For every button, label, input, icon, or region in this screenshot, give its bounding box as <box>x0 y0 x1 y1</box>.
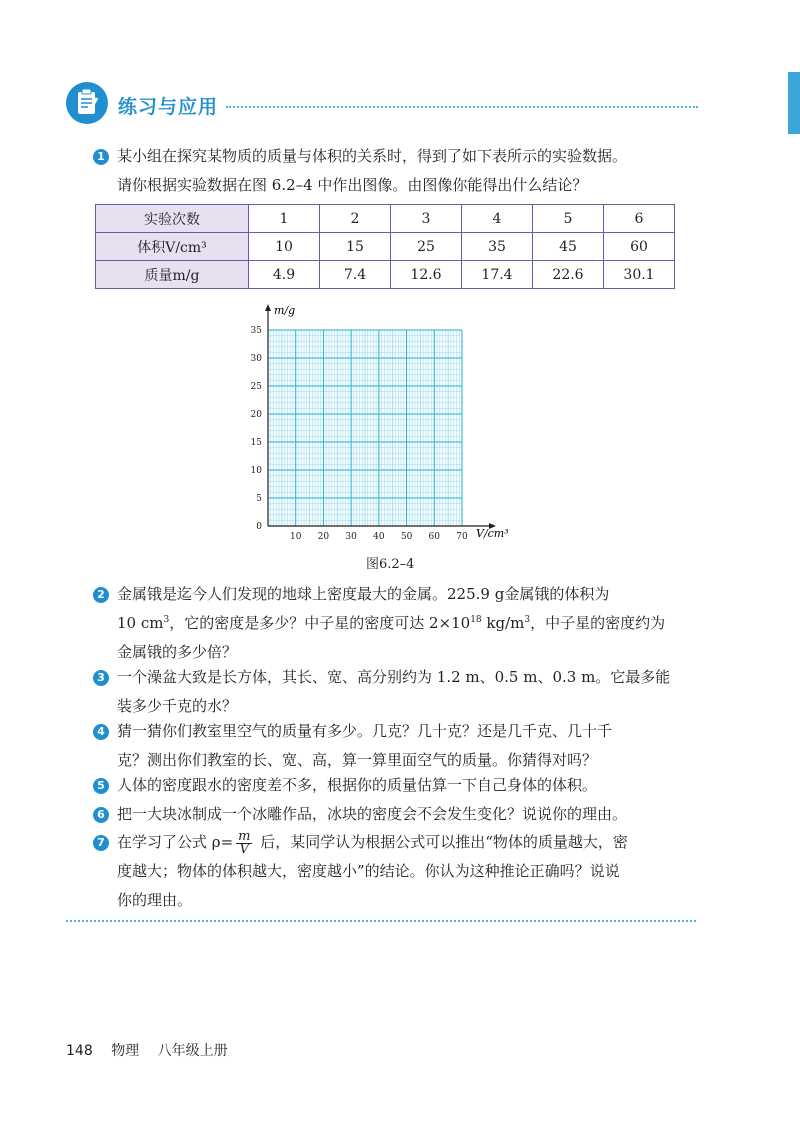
y-axis-arrow <box>265 304 271 311</box>
table-cell: 22.6 <box>533 261 604 289</box>
table-cell: 12.6 <box>391 261 462 289</box>
table-cell: 45 <box>533 233 604 261</box>
question-1 <box>93 142 693 200</box>
edge-tab <box>788 72 800 134</box>
grid-fine <box>268 330 462 526</box>
question-text: 某小组在探究某物质的质量与体积的关系时，得到了如下表所示的实验数据。 <box>117 147 628 165</box>
x-axis-label: V/cm³ <box>476 527 509 540</box>
data-table <box>95 204 675 289</box>
table-cell: 5 <box>533 205 604 233</box>
x-tick-label: 20 <box>317 532 330 542</box>
question-number: 1 <box>93 149 109 165</box>
clipboard-pencil-icon <box>66 82 108 124</box>
y-tick-label: 10 <box>250 466 262 476</box>
figure-caption: 图6.2–4 <box>366 557 415 572</box>
table-row <box>96 261 675 289</box>
x-tick-label: 30 <box>345 532 357 542</box>
x-tick-label: 60 <box>428 532 441 542</box>
y-tick-label: 30 <box>250 354 262 364</box>
page-footer <box>66 1040 242 1060</box>
table-header: 实验次数 <box>96 205 249 233</box>
table-cell: 7.4 <box>320 261 391 289</box>
question-number: 3 <box>93 670 109 686</box>
question-text: 把一大块冰制成一个冰雕作品，冰块的密度会不会发生变化？说说你的理由。 <box>117 805 628 823</box>
question-7 <box>93 828 693 915</box>
question-text: 猜一猜你们教室里空气的质量有多少。几克？几十克？还是几千克、几十千 <box>117 722 613 740</box>
table-cell: 60 <box>604 233 675 261</box>
y-tick-label: 15 <box>250 438 262 448</box>
table-cell: 25 <box>391 233 462 261</box>
question-text: 一个澡盆大致是长方体，其长、宽、高分别约为 1.2 m、0.5 m、0.3 m。它最多能 <box>117 668 671 686</box>
question-text: 金属锇的多少倍？ <box>117 643 238 661</box>
table-cell: 1 <box>249 205 320 233</box>
question-text: 请你根据实验数据在图 6.2–4 中作出图像。由图像你能得出什么结论？ <box>117 176 588 194</box>
y-tick-label: 35 <box>250 326 262 336</box>
question-6 <box>93 800 693 829</box>
table-cell: 15 <box>320 233 391 261</box>
y-tick-label: 20 <box>250 410 262 420</box>
x-tick-label: 40 <box>373 532 385 542</box>
table-cell: 30.1 <box>604 261 675 289</box>
table-cell: 10 <box>249 233 320 261</box>
table-header: 体积V/cm³ <box>96 233 249 261</box>
header-divider <box>226 106 698 108</box>
bottom-divider <box>66 920 696 922</box>
table-header: 质量m/g <box>96 261 249 289</box>
question-text: 人体的密度跟水的密度差不多，根据你的质量估算一下自己身体的体积。 <box>117 776 598 794</box>
question-text: 度越大；物体的体积越大，密度越小”的结论。你认为这种推论正确吗？说说 <box>117 862 620 880</box>
question-text: 装多少千克的水？ <box>117 697 238 715</box>
question-text: 在学习了公式 ρ= $\frac{m}{V}$ 后，某同学认为根据公式可以推出“物体的质量越大，密 <box>117 828 628 857</box>
question-4 <box>93 717 693 775</box>
table-cell: 17.4 <box>462 261 533 289</box>
graph-paper-chart <box>236 300 526 554</box>
x-tick-label: 70 <box>456 532 468 542</box>
question-text: 克？测出你们教室的长、宽、高，算一算里面空气的质量。你猜得对吗？ <box>117 751 598 769</box>
table-cell: 6 <box>604 205 675 233</box>
y-tick-label: 0 <box>256 522 262 532</box>
section-title: 练习与应用 <box>118 96 219 118</box>
table-cell: 4.9 <box>249 261 320 289</box>
question-number: 2 <box>93 587 109 603</box>
footer-subject: 物理 <box>111 1043 140 1059</box>
question-3 <box>93 663 693 721</box>
x-tick-label: 10 <box>289 532 302 542</box>
question-text: 金属锇是迄今人们发现的地球上密度最大的金属。225.9 g金属锇的体积为 <box>117 585 610 603</box>
question-number: 7 <box>93 835 109 851</box>
question-2 <box>93 580 693 667</box>
footer-grade: 八年级上册 <box>157 1043 228 1059</box>
y-tick-label: 25 <box>250 382 262 392</box>
page-number: 148 <box>66 1043 93 1059</box>
table-row <box>96 233 675 261</box>
table-cell: 2 <box>320 205 391 233</box>
y-tick-label: 5 <box>256 494 262 504</box>
question-5 <box>93 771 693 800</box>
question-number: 6 <box>93 807 109 823</box>
table-cell: 35 <box>462 233 533 261</box>
section-header <box>66 82 706 132</box>
table-row <box>96 205 675 233</box>
y-axis-label: m/g <box>274 304 296 317</box>
x-tick-label: 50 <box>400 532 413 542</box>
table-cell: 4 <box>462 205 533 233</box>
chart-svg <box>236 300 526 550</box>
question-number: 5 <box>93 778 109 794</box>
question-number: 4 <box>93 724 109 740</box>
density-formula-fraction: $\frac{m}{V}$ <box>238 828 251 857</box>
question-text: 你的理由。 <box>117 891 193 909</box>
table-cell: 3 <box>391 205 462 233</box>
question-text: 10 $cm^3$，它的密度是多少？中子星的密度可达 $2\times 10^{18}$ $kg/m^3$，中子星的密度约为 <box>117 614 666 632</box>
